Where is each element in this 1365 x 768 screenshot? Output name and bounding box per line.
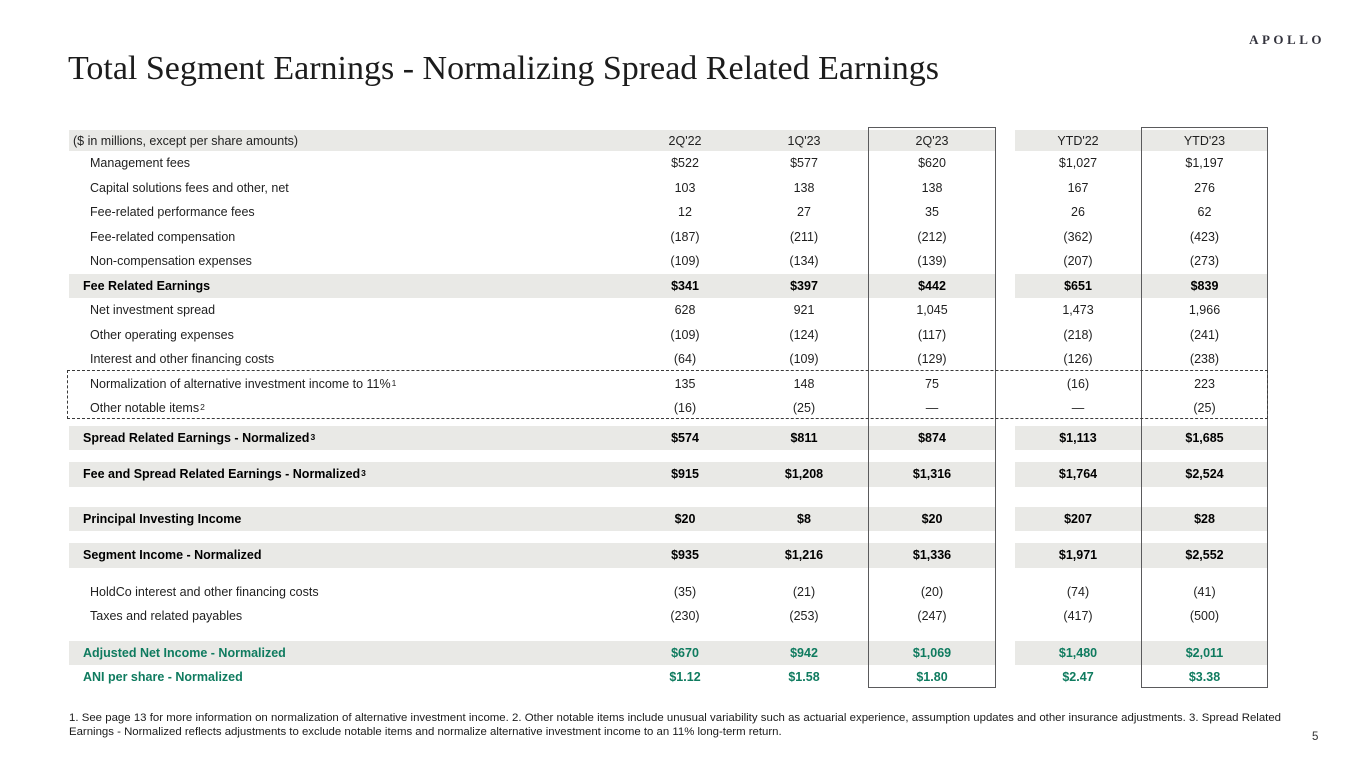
cell-value: (273) <box>1189 254 1220 269</box>
cell-value: (247) <box>917 609 947 624</box>
row-label-text: Fee-related compensation <box>90 229 236 244</box>
table-row <box>69 641 1268 666</box>
table-row <box>69 372 1268 397</box>
column-header: 1Q'23 <box>740 130 868 151</box>
cell-value: $1.12 <box>669 670 701 685</box>
cell-value: $574 <box>630 426 740 451</box>
earnings-table <box>69 127 1268 688</box>
row-label-text: Segment Income - Normalized <box>83 548 262 563</box>
cell-value: $2,552 <box>1141 543 1268 568</box>
cell-value: $874 <box>868 426 996 451</box>
row-label-text: Adjusted Net Income - Normalized <box>83 645 286 660</box>
table-row <box>69 543 1268 568</box>
cell-value: $8 <box>740 507 868 532</box>
column-gap <box>996 151 1015 176</box>
column-header: YTD'23 <box>1141 130 1268 151</box>
table-row <box>69 604 1268 629</box>
cell-value: 26 <box>1071 205 1085 220</box>
column-gap <box>996 580 1015 605</box>
table-row <box>69 462 1268 487</box>
cell-value: $2,011 <box>1141 641 1268 666</box>
cell-value: 135 <box>674 376 696 391</box>
column-header: YTD'22 <box>1015 130 1141 151</box>
table-row <box>69 298 1268 323</box>
cell-value: (417) <box>1063 609 1093 624</box>
cell-value: $1,197 <box>1185 156 1224 171</box>
cell-value: — <box>1071 401 1085 416</box>
table-row <box>69 665 1268 690</box>
row-label-text: Spread Related Earnings - Normalized <box>83 430 310 445</box>
cell-value: 223 <box>1194 376 1215 391</box>
cell-value: $442 <box>868 274 996 299</box>
cell-value: 148 <box>793 376 815 391</box>
cell-value: $3.38 <box>1188 670 1221 685</box>
row-label <box>69 543 630 568</box>
row-label-text: Normalization of alternative investment income to 11% <box>90 376 391 391</box>
cell-value: 1,966 <box>1188 303 1221 318</box>
column-gap <box>996 176 1015 201</box>
cell-value: $935 <box>630 543 740 568</box>
cell-value: (139) <box>917 254 947 269</box>
cell-value: $1,971 <box>1015 543 1141 568</box>
column-gap <box>996 396 1015 421</box>
cell-value: $1,685 <box>1141 426 1268 451</box>
cell-value: 138 <box>921 180 943 195</box>
row-label <box>69 249 630 274</box>
cell-value: 138 <box>793 180 815 195</box>
cell-value: (64) <box>673 352 697 367</box>
row-label-text: ($ in millions, except per share amounts) <box>73 133 299 148</box>
cell-value: $651 <box>1015 274 1141 299</box>
cell-value: $1,027 <box>1058 156 1098 171</box>
cell-value: (241) <box>1189 327 1220 342</box>
cell-value: $577 <box>790 156 818 171</box>
footnote: 1. See page 13 for more information on normalization of alternative investment income. 2. Other notable items include unusual variability such as actuarial experience, assumption updates and other insurance adjustments. 3. Spread Related Earnings - Normalized reflects adjustments to exclude notable items and normalize alternative investment income to an 11% long-term return. <box>69 712 1281 739</box>
cell-value: (20) <box>920 584 944 599</box>
cell-value: (25) <box>792 401 816 416</box>
row-label <box>69 347 630 372</box>
row-label-text: Other operating expenses <box>90 327 234 342</box>
page-title: Total Segment Earnings - Normalizing Spread Related Earnings <box>68 50 940 87</box>
row-label-text: HoldCo interest and other financing costs <box>90 584 319 599</box>
cell-value: (117) <box>917 327 947 342</box>
row-label-text: ANI per share - Normalized <box>83 670 243 685</box>
table-row <box>69 200 1268 225</box>
table-row <box>69 347 1268 372</box>
column-gap <box>996 372 1015 397</box>
cell-value: $1,208 <box>740 462 868 487</box>
row-label-text: Taxes and related payables <box>90 609 243 624</box>
row-label <box>69 298 630 323</box>
table-row <box>69 323 1268 348</box>
cell-value: (25) <box>1193 401 1216 416</box>
cell-value: 12 <box>678 205 692 220</box>
cell-value: $1,316 <box>868 462 996 487</box>
column-gap <box>996 604 1015 629</box>
row-label-text: Principal Investing Income <box>83 511 242 526</box>
cell-value: (212) <box>917 229 947 244</box>
cell-value: 103 <box>674 180 696 195</box>
row-label-text: Capital solutions fees and other, net <box>90 180 289 195</box>
cell-value: (500) <box>1189 609 1220 624</box>
row-label <box>69 151 630 176</box>
cell-value: $1,764 <box>1015 462 1141 487</box>
column-gap <box>996 298 1015 323</box>
cell-value: (124) <box>789 327 819 342</box>
row-label-text: Fee Related Earnings <box>83 278 211 293</box>
cell-value: (362) <box>1063 229 1093 244</box>
cell-value: $397 <box>740 274 868 299</box>
table-row <box>69 225 1268 250</box>
cell-value: 276 <box>1194 180 1215 195</box>
cell-value: $1,336 <box>868 543 996 568</box>
cell-value: $20 <box>630 507 740 532</box>
cell-value: $620 <box>918 156 946 171</box>
cell-value: $915 <box>630 462 740 487</box>
row-label: Fee and Spread Related Earnings - Normalized $^3$ <box>69 462 630 487</box>
column-gap <box>996 200 1015 225</box>
cell-value: $1.58 <box>788 670 820 685</box>
cell-value: (230) <box>670 609 700 624</box>
column-gap <box>996 225 1015 250</box>
cell-value: $522 <box>671 156 699 171</box>
column-gap <box>996 347 1015 372</box>
apollo-logo: APOLLO <box>1249 32 1325 47</box>
table-row <box>69 507 1268 532</box>
cell-value: (16) <box>1066 376 1090 391</box>
row-label <box>69 200 630 225</box>
column-header: 2Q'22 <box>630 130 740 151</box>
table-rows <box>69 127 1268 690</box>
page-number: 5 <box>1312 731 1319 743</box>
table-header-row <box>69 130 1268 151</box>
cell-value: 1,473 <box>1062 303 1094 318</box>
cell-value: (126) <box>1063 352 1093 367</box>
column-gap <box>996 130 1015 151</box>
row-label-text: Net investment spread <box>90 303 216 318</box>
row-label <box>69 507 630 532</box>
cell-value: $811 <box>740 426 868 451</box>
cell-value: $1,480 <box>1015 641 1141 666</box>
column-header: 2Q'23 <box>868 130 996 151</box>
cell-value: (423) <box>1189 229 1220 244</box>
cell-value: $20 <box>868 507 996 532</box>
cell-value: $839 <box>1141 274 1268 299</box>
cell-value: (35) <box>673 584 697 599</box>
row-label <box>69 176 630 201</box>
cell-value: (74) <box>1066 584 1090 599</box>
cell-value: (207) <box>1063 254 1093 269</box>
column-gap <box>996 641 1015 666</box>
cell-value: $1,216 <box>740 543 868 568</box>
column-gap <box>996 507 1015 532</box>
row-label-text: Management fees <box>90 156 191 171</box>
cell-value: (109) <box>670 327 700 342</box>
row-label-text: Non-compensation expenses <box>90 254 252 269</box>
table-row <box>69 249 1268 274</box>
column-gap <box>996 274 1015 299</box>
row-label: Other notable items $^2$ <box>90 401 205 416</box>
cell-value: 75 <box>925 376 939 391</box>
column-gap <box>996 426 1015 451</box>
cell-value: $670 <box>630 641 740 666</box>
column-gap <box>996 665 1015 690</box>
row-label <box>69 580 630 605</box>
table-row <box>69 426 1268 451</box>
row-label: Spread Related Earnings - Normalized $^3$ <box>69 426 630 451</box>
table-row <box>69 151 1268 176</box>
cell-value: (187) <box>670 229 700 244</box>
cell-value: (134) <box>789 254 819 269</box>
cell-value: (16) <box>673 401 697 416</box>
table-row <box>69 176 1268 201</box>
column-gap <box>996 323 1015 348</box>
cell-value: 62 <box>1197 205 1212 220</box>
table-row <box>69 580 1268 605</box>
column-gap <box>996 249 1015 274</box>
cell-value: $341 <box>630 274 740 299</box>
cell-value: 27 <box>797 205 811 220</box>
row-label <box>69 604 630 629</box>
row-label-text: Other notable items <box>90 401 200 416</box>
row-label <box>69 130 630 151</box>
cell-value: (211) <box>789 229 819 244</box>
row-label-text: Fee and Spread Related Earnings - Normalized <box>83 467 361 482</box>
table-row <box>69 396 1268 421</box>
cell-value: (129) <box>917 352 947 367</box>
cell-value: $28 <box>1141 507 1268 532</box>
cell-value: $942 <box>740 641 868 666</box>
cell-value: 1,045 <box>916 303 948 318</box>
cell-value: — <box>925 401 939 416</box>
cell-value: $1,069 <box>868 641 996 666</box>
column-gap <box>996 543 1015 568</box>
cell-value: 628 <box>674 303 696 318</box>
row-label <box>69 274 630 299</box>
cell-value: (253) <box>789 609 819 624</box>
row-label: Normalization of alternative investment income to 11% $^1$ <box>90 376 397 391</box>
row-label <box>69 665 630 690</box>
cell-value: 921 <box>793 303 815 318</box>
cell-value: $207 <box>1015 507 1141 532</box>
cell-value: (21) <box>792 584 816 599</box>
cell-value: (109) <box>789 352 819 367</box>
table-row <box>69 274 1268 299</box>
row-label-text: Fee-related performance fees <box>90 205 255 220</box>
cell-value: 167 <box>1067 180 1089 195</box>
column-gap <box>996 462 1015 487</box>
cell-value: $2,524 <box>1141 462 1268 487</box>
cell-value: 35 <box>925 205 939 220</box>
cell-value: $2.47 <box>1062 670 1094 685</box>
row-label <box>69 323 630 348</box>
cell-value: (238) <box>1189 352 1220 367</box>
row-label-text: Interest and other financing costs <box>90 352 275 367</box>
cell-value: $1,113 <box>1015 426 1141 451</box>
cell-value: $1.80 <box>916 670 948 685</box>
cell-value: (109) <box>670 254 700 269</box>
cell-value: (218) <box>1063 327 1093 342</box>
row-label <box>69 641 630 666</box>
row-label <box>69 225 630 250</box>
cell-value: (41) <box>1193 584 1216 599</box>
